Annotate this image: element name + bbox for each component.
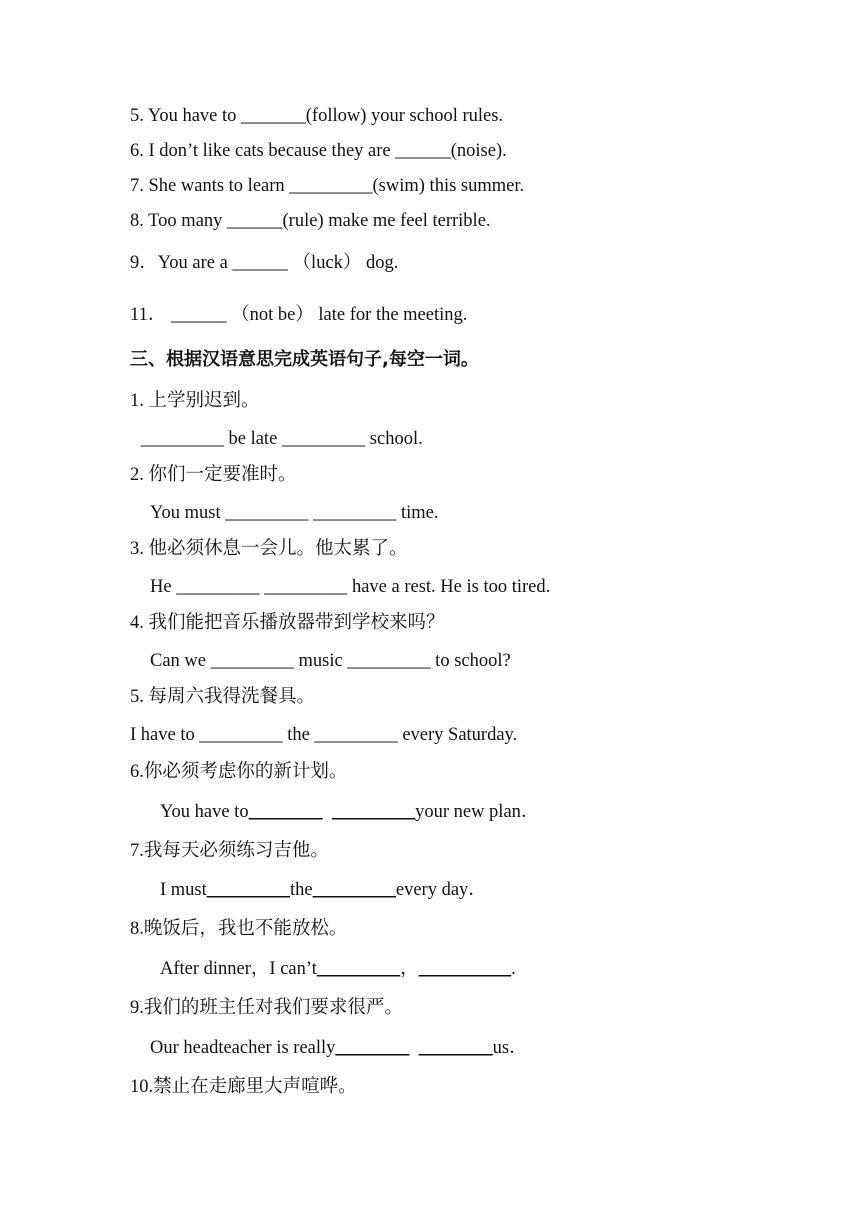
english-answer-line: _________ be late _________ school. [136, 429, 423, 449]
exercise-item: 11． ______ （not be） late for the meeting. [130, 305, 468, 325]
sentence-end: every day． [395, 880, 487, 900]
chinese-prompt: 9.我们的班主任对我们要求很严。 [130, 998, 403, 1018]
english-answer-line [160, 800, 539, 824]
chinese-prompt: 5. 每周六我得洗餐具。 [130, 687, 316, 707]
answer-blank: _________ [312, 880, 396, 900]
blank-separator [323, 802, 332, 822]
english-answer-line: You must _________ _________ time. [150, 503, 439, 523]
chinese-prompt: 7.我每天必须练习吉他。 [130, 841, 329, 861]
chinese-prompt: 8.晚饭后，我也不能放松。 [130, 919, 348, 939]
section-heading: 三、根据汉语意思完成英语句子,每空一词。 [130, 349, 479, 370]
chinese-prompt: 10.禁止在走廊里大声喧哗。 [130, 1077, 357, 1097]
sentence-start: After dinner，I can’t [160, 959, 317, 979]
sentence-start: Our headteacher is really [150, 1038, 336, 1058]
sentence-start: I must [160, 880, 207, 900]
exercise-item: 6. I don’t like cats because they are ______(noise). [130, 141, 507, 161]
sentence-end: . [511, 959, 516, 979]
sentence-end: us． [492, 1038, 528, 1058]
chinese-prompt: 1. 上学别迟到。 [130, 391, 260, 411]
english-answer-line [160, 878, 487, 902]
english-answer-line: I have to _________ the _________ every Saturday. [130, 725, 518, 745]
answer-blank: ________ [335, 1038, 410, 1058]
blank-separator: the [290, 880, 313, 900]
chinese-prompt: 6.你必须考虑你的新计划。 [130, 762, 348, 782]
answer-blank: _________ [316, 959, 401, 979]
answer-blank: _________ [206, 880, 291, 900]
answer-blank: _________ [331, 802, 416, 822]
exercise-item: 5. You have to _______(follow) your school rules. [130, 106, 504, 126]
exercise-item: 9．You are a ______ （luck） dog. [130, 253, 399, 273]
english-answer-line: Can we _________ music _________ to school? [150, 651, 511, 671]
chinese-prompt: 4. 我们能把音乐播放器带到学校来吗？ [130, 613, 445, 633]
answer-blank: ________ [418, 1038, 493, 1058]
english-answer-line: He _________ _________ have a rest. He is too tired. [150, 577, 551, 597]
answer-blank: __________ [418, 959, 512, 979]
english-answer-line [150, 1036, 528, 1060]
sentence-start: You have to [160, 802, 249, 822]
exercise-item: 8. Too many ______(rule) make me feel terrible. [130, 211, 491, 231]
blank-separator: ， [400, 959, 419, 979]
sentence-end: your new plan． [415, 802, 540, 822]
answer-blank: ________ [248, 802, 323, 822]
blank-separator [409, 1038, 418, 1058]
chinese-prompt: 3. 他必须休息一会儿。他太累了。 [130, 539, 408, 559]
chinese-prompt: 2. 你们一定要准时。 [130, 465, 297, 485]
english-answer-line [160, 957, 516, 981]
exercise-item: 7. She wants to learn _________(swim) this summer. [130, 176, 525, 196]
